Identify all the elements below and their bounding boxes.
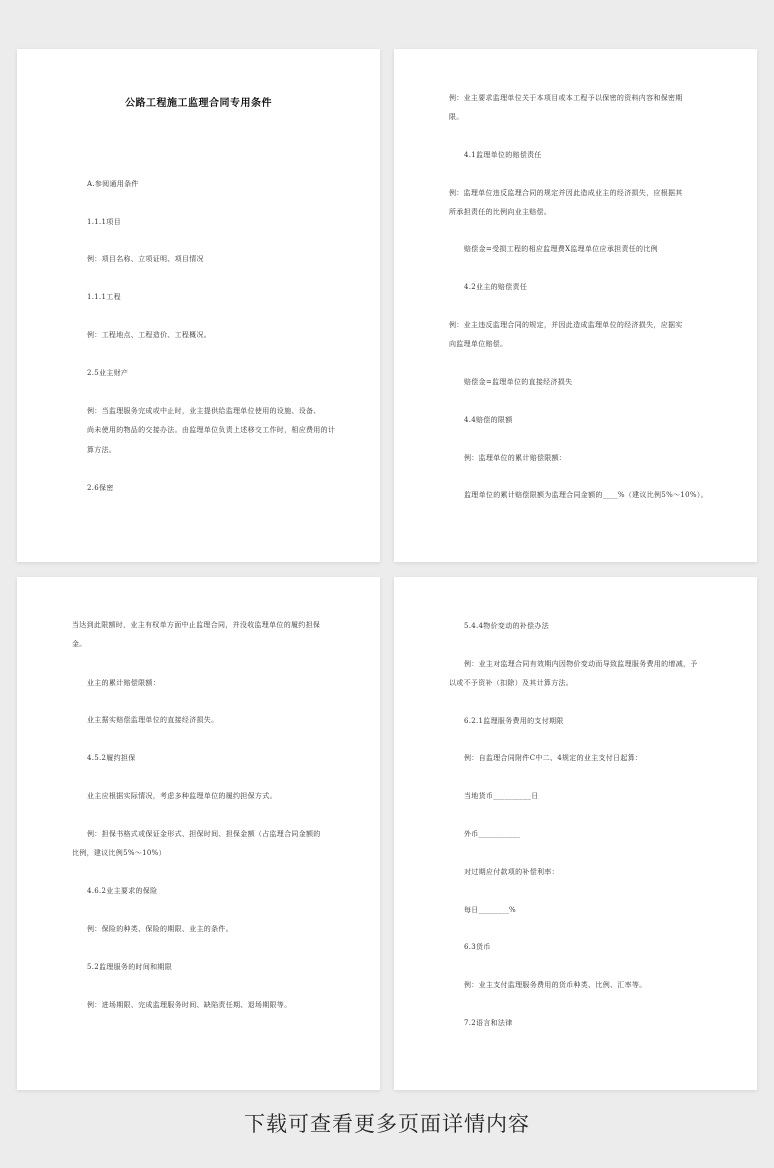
text-line: 5.2监理服务的时间和期限 — [87, 963, 173, 971]
text-line: 当地货币__________日 — [464, 792, 539, 800]
text-line: 6.3货币 — [464, 943, 491, 951]
text-line: 所承担责任的比例向业主赔偿。 — [449, 208, 552, 216]
text-line: 5.4.4物价变动的补偿办法 — [464, 622, 550, 630]
text-line: 4.2业主的赔偿责任 — [464, 283, 528, 291]
text-line: 业主应根据实际情况，考虑多种监理单位的履约担保方式。 — [87, 792, 277, 800]
text-line: 例：监理单位的累计赔偿限额： — [464, 454, 567, 462]
text-line: 算方法。 — [87, 446, 117, 454]
text-line: 1.1.1工程 — [87, 293, 121, 301]
text-line: 业主据实赔偿监理单位的直接经济损失。 — [87, 716, 219, 724]
text-line: 赔偿金=受损工程的相应监理费X监理单位应承担责任的比例 — [464, 245, 658, 253]
text-line: 当达到此限额时，业主有权单方面中止监理合同，并没收监理单位的履约担保 — [72, 621, 321, 629]
document-page-2 — [394, 49, 757, 562]
text-line: 每日________% — [464, 906, 516, 914]
text-line: 例：进场期限、完成监理服务时间、缺陷责任期、退场期限等。 — [87, 1001, 292, 1009]
document-page-1 — [17, 49, 380, 562]
text-line: 外币___________ — [464, 830, 521, 838]
text-line: 比例，建议比例5%～10%） — [72, 849, 166, 857]
text-line: 例：项目名称、立项证明、项目情况 — [87, 255, 204, 263]
text-line: 例：业主对监理合同有效期内因物价变动而导致监理服务费用的增减，予 — [464, 660, 698, 668]
text-line: 以或不予资补（扣除）及其计算方法。 — [449, 679, 574, 687]
text-line: 尚未使用的物品的交接办法。由监理单位负责上述移交工作时，相应费用的计 — [87, 426, 336, 434]
text-line: 7.2语言和法律 — [464, 1019, 513, 1027]
text-line: 限。 — [449, 113, 464, 121]
text-line: 例：业主违反监理合同的规定，并因此造成监理单位的经济损失，应据实 — [449, 321, 683, 329]
download-caption: 下载可查看更多页面详情内容 — [244, 1112, 530, 1136]
text-line: 监理单位的累计赔偿限额为监理合同金额的____%（建议比例5%～10%）。 — [464, 491, 708, 499]
text-line: 4.5.2履约担保 — [87, 754, 136, 762]
text-line: 例：当监理服务完成或中止时，业主提供给监理单位使用的设施、设备、 — [87, 407, 321, 415]
text-line: 例：业主支付监理服务费用的货币种类、比例、汇率等。 — [464, 981, 647, 989]
text-line: 例：保险的种类、保险的期限、业主的条件。 — [87, 925, 233, 933]
text-line: 4.6.2业主要求的保险 — [87, 887, 158, 895]
text-line: 例：自监理合同附件C中二、4规定的业主支付日起算： — [464, 754, 643, 762]
text-line: 1.1.1项目 — [87, 218, 121, 226]
text-line: 例：工程地点、工程造价、工程概况。 — [87, 331, 212, 339]
page-title: 公路工程施工监理合同专用条件 — [125, 98, 272, 109]
text-line: 2.6保密 — [87, 484, 114, 492]
text-line: 4.4赔偿的限额 — [464, 416, 513, 424]
text-line: 6.2.1监理服务费用的支付期限 — [464, 717, 564, 725]
text-line: 向监理单位赔偿。 — [449, 340, 508, 348]
text-line: 例：担保书格式或保证金形式、担保时间、担保金额（占监理合同金额的 — [87, 830, 321, 838]
document-page-3 — [17, 577, 380, 1090]
text-line: 金。 — [72, 640, 87, 648]
text-line: 业主的累计赔偿限额： — [87, 679, 160, 687]
text-line: 2.5业主财产 — [87, 369, 129, 377]
text-line: 4.1监理单位的赔偿责任 — [464, 151, 542, 159]
text-line: A.参阅通用条件 — [87, 180, 139, 188]
text-line: 例：监理单位违反监理合同的规定并因此造成业主的经济损失，应根据其 — [449, 189, 683, 197]
document-page-4 — [394, 577, 757, 1090]
text-line: 例：业主要求监理单位关于本项目或本工程予以保密的资料内容和保密期 — [449, 94, 683, 102]
text-line: 对过期应付款项的补偿利率： — [464, 868, 559, 876]
text-line: 赔偿金=监理单位的直接经济损失 — [464, 378, 573, 386]
